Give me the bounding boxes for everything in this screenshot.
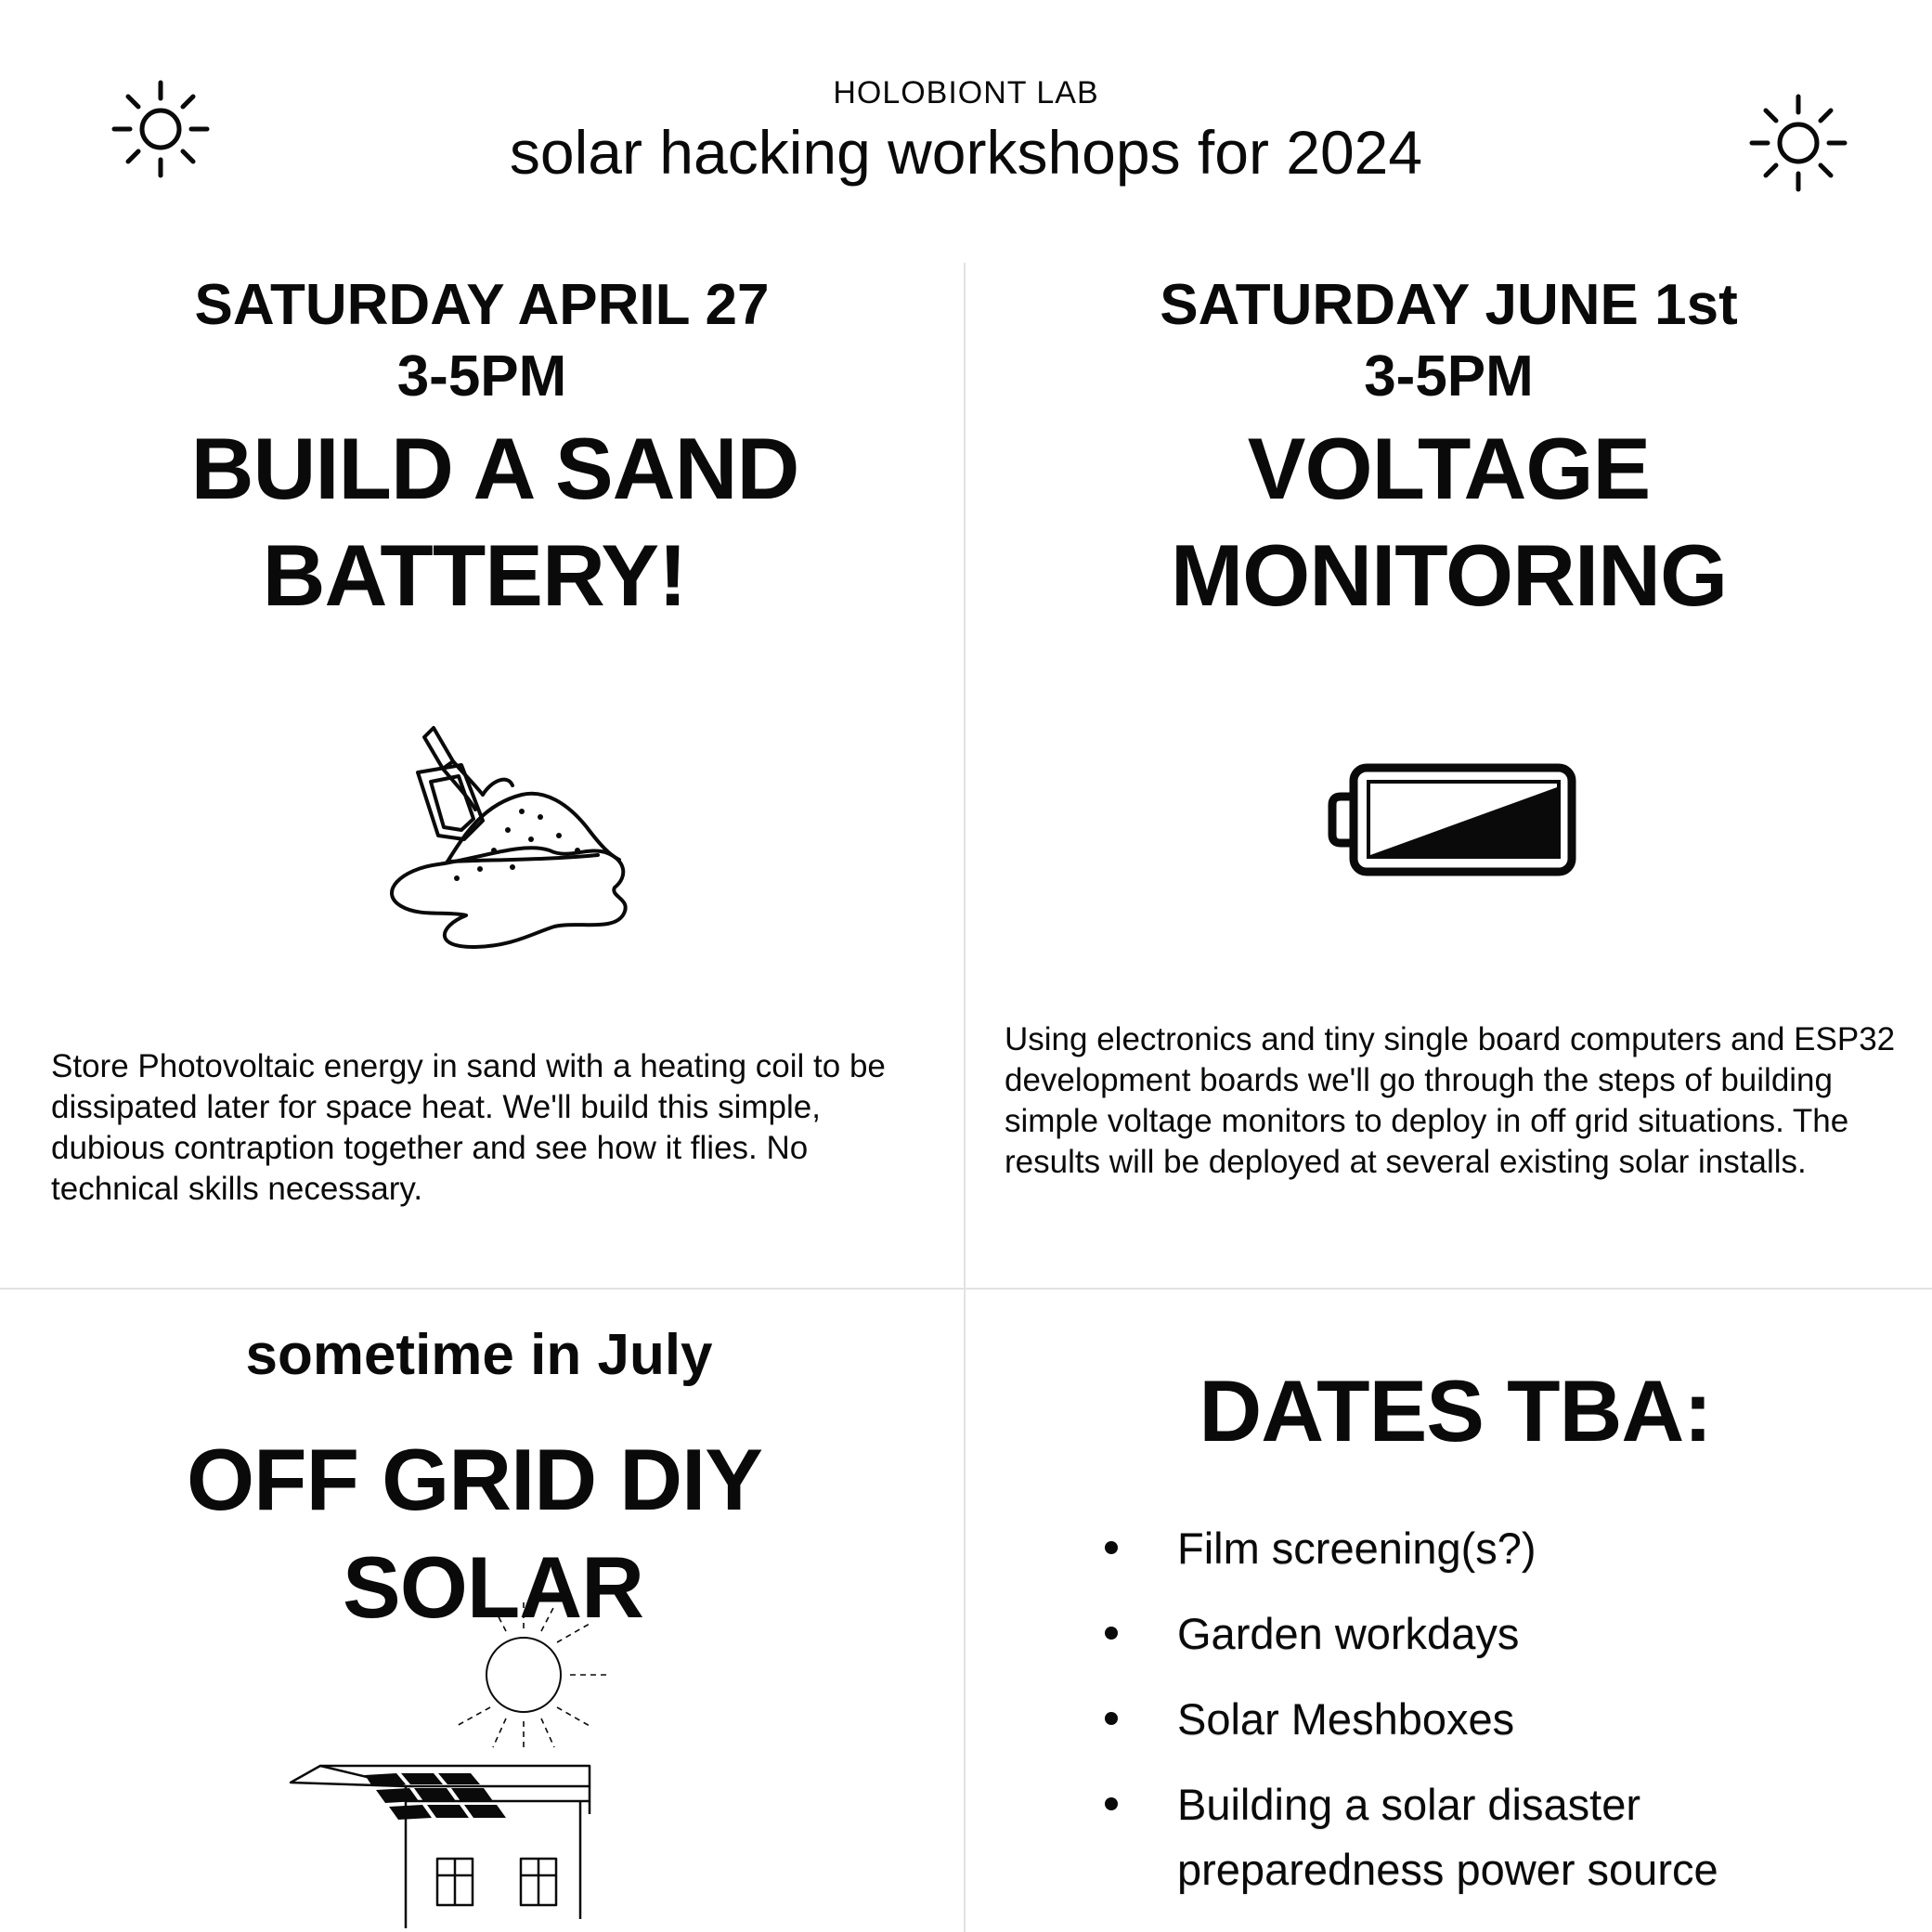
workshop-time: 3-5PM <box>1364 344 1534 408</box>
org-name: HOLOBIONT LAB <box>833 75 1099 110</box>
bullet-icon <box>1105 1541 1118 1554</box>
list-item <box>1096 1516 1875 1581</box>
workshop-title: OFF GRID DIY <box>187 1431 762 1528</box>
workshop-date: SATURDAY APRIL 27 <box>194 273 770 337</box>
sand-shovel-icon <box>383 720 633 953</box>
workshop-title: BATTERY! <box>262 526 687 624</box>
sun-icon <box>1747 92 1849 194</box>
list-item <box>1096 1687 1875 1752</box>
list-item-text: Garden workdays <box>1177 1609 1520 1658</box>
bullet-icon <box>1105 1627 1118 1640</box>
workshop-title: SOLAR <box>343 1538 643 1636</box>
workshop-title: BUILD A SAND <box>190 420 799 517</box>
list-item-text: Solar Meshboxes <box>1177 1694 1515 1744</box>
workshop-date: sometime in July <box>245 1323 713 1387</box>
horizontal-divider <box>0 1288 1932 1290</box>
tba-heading: DATES TBA: <box>1199 1362 1712 1459</box>
workshop-date: SATURDAY JUNE 1st <box>1160 273 1738 337</box>
solar-house-icon <box>283 1599 617 1928</box>
workshop-title: MONITORING <box>1170 526 1728 624</box>
battery-icon <box>1328 763 1578 876</box>
list-item-text: Building a solar disaster preparedness power source <box>1177 1780 1718 1894</box>
workshop-time: 3-5PM <box>396 344 567 408</box>
page-title: solar hacking workshops for 2024 <box>509 118 1423 187</box>
workshop-description: Store Photovoltaic energy in sand with a heating coil to be dissipated later for space heat. We'll build this simple, dubious contraption together and see how it flies. No technical skills necessary. <box>51 1048 886 1207</box>
list-item-text: Film screening(s?) <box>1177 1524 1537 1573</box>
tba-list <box>1096 1516 1875 1923</box>
sun-icon <box>110 78 212 180</box>
list-item <box>1096 1772 1875 1902</box>
list-item <box>1096 1601 1875 1666</box>
workshop-title: VOLTAGE <box>1247 420 1651 517</box>
bullet-icon <box>1105 1712 1118 1725</box>
workshop-description: Using electronics and tiny single board computers and ESP32 development boards we'll go through the steps of building simple voltage monitors to deploy in off grid situations. The results will be deployed at several existing solar installs. <box>1005 1021 1896 1180</box>
bullet-icon <box>1105 1797 1118 1810</box>
